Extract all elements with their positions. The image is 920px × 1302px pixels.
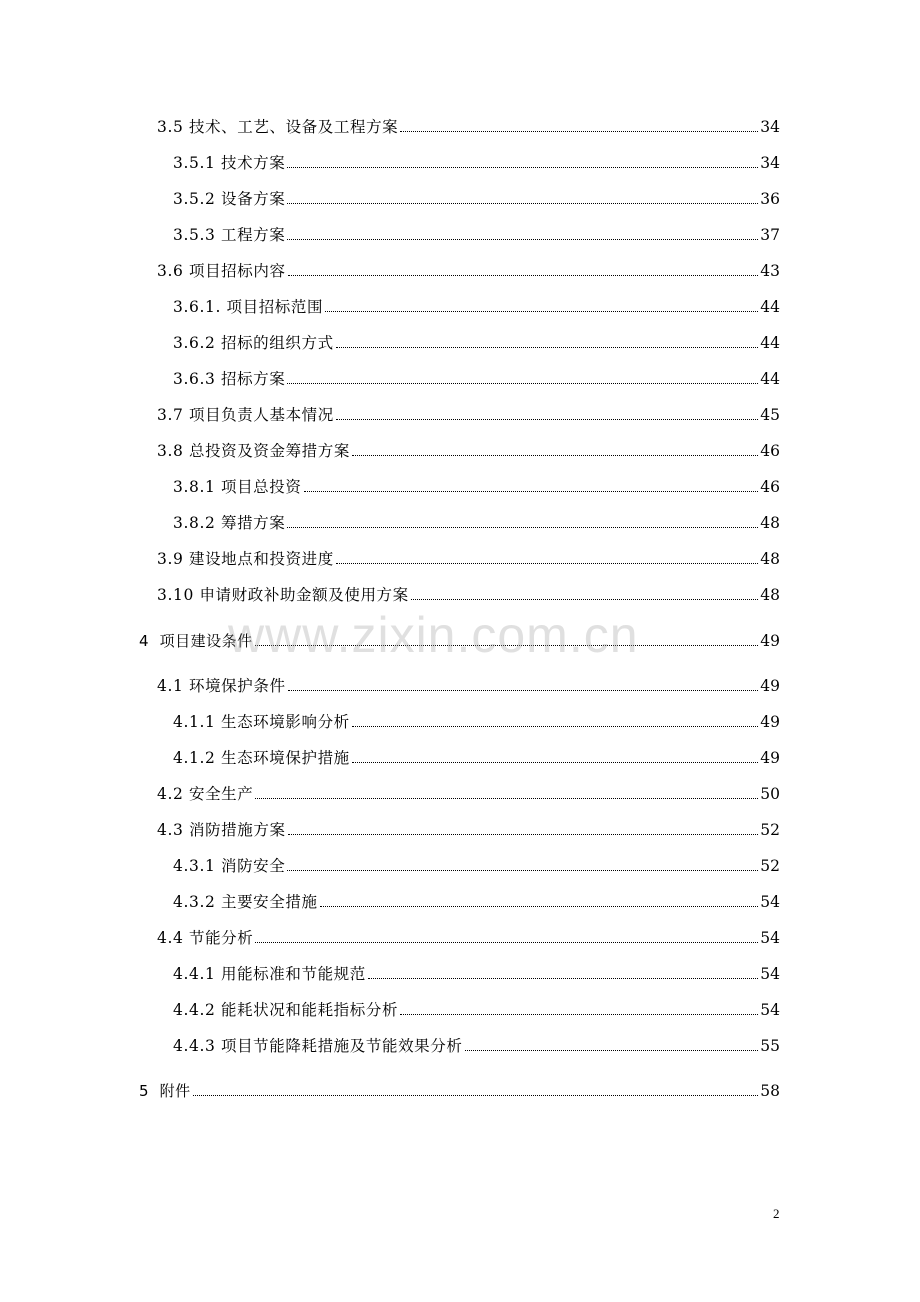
toc-entry-number: 4 <box>139 632 150 650</box>
toc-entry[interactable] <box>173 473 780 497</box>
toc-entry[interactable] <box>173 365 780 389</box>
dot-leader <box>325 311 758 312</box>
toc-entry[interactable] <box>173 221 780 245</box>
toc-entry-number: 3.5.2 <box>173 190 216 208</box>
dot-leader <box>352 762 758 763</box>
toc-entry-text: 筹措方案 <box>220 514 286 532</box>
toc-entry-text: 建设地点和投资进度 <box>188 550 334 568</box>
toc-entry-number: 3.5 <box>157 118 184 136</box>
toc-entry-title <box>139 631 253 651</box>
dot-leader <box>400 1014 758 1015</box>
toc-entry-title <box>157 585 409 605</box>
toc-entry[interactable] <box>173 293 780 317</box>
toc-entry-number: 3.8.1 <box>173 478 216 496</box>
toc-entry[interactable] <box>173 509 780 533</box>
toc-entry-page: 49 <box>760 713 780 731</box>
dot-leader <box>288 275 759 276</box>
toc-entry-page: 49 <box>760 749 780 767</box>
toc-entry-title <box>157 820 286 840</box>
toc-entry-page: 34 <box>760 118 780 136</box>
toc-entry-page: 44 <box>760 298 780 316</box>
toc-entry-title <box>173 712 350 732</box>
toc-entry-page: 36 <box>760 190 780 208</box>
toc-entry[interactable] <box>157 816 780 840</box>
dot-leader <box>336 563 758 564</box>
toc-entry-text: 项目节能降耗措施及节能效果分析 <box>220 1037 463 1055</box>
toc-entry-number: 3.6.2 <box>173 334 216 352</box>
dot-leader <box>400 131 758 132</box>
toc-entry-text: 消防措施方案 <box>188 821 286 839</box>
toc-entry-page: 46 <box>760 442 780 460</box>
toc-entry-text: 招标的组织方式 <box>220 334 334 352</box>
dot-leader <box>193 1095 759 1096</box>
toc-entry-title <box>173 297 323 317</box>
toc-entry-title <box>157 261 286 281</box>
toc-entry-number: 3.6.1. <box>173 298 221 316</box>
toc-entry-number: 3.5.1 <box>173 154 216 172</box>
toc-entry-page: 43 <box>760 262 780 280</box>
toc-entry[interactable] <box>173 708 780 732</box>
toc-entry-page: 48 <box>760 586 780 604</box>
dot-leader <box>287 383 758 384</box>
toc-entry-text: 附件 <box>159 1082 191 1100</box>
toc-entry-text: 总投资及资金筹措方案 <box>188 442 350 460</box>
dot-leader <box>336 347 759 348</box>
toc-entry-text: 技术方案 <box>220 154 286 172</box>
toc-entry[interactable] <box>157 545 780 569</box>
toc-entry-title <box>173 513 285 533</box>
toc-entry-text: 主要安全措施 <box>220 893 318 911</box>
toc-entry[interactable] <box>157 780 780 804</box>
toc-entry[interactable] <box>173 329 780 353</box>
toc-entry-text: 能耗状况和能耗指标分析 <box>220 1001 399 1019</box>
toc-entry-page: 55 <box>760 1037 780 1055</box>
toc-entry-text: 项目总投资 <box>220 478 302 496</box>
toc-entry-title <box>173 856 285 876</box>
toc-entry-text: 招标方案 <box>220 370 286 388</box>
toc-entry-title <box>173 477 302 497</box>
toc-entry[interactable] <box>157 401 780 425</box>
toc-entry-text: 安全生产 <box>188 785 254 803</box>
toc-entry-number: 3.10 <box>157 586 194 604</box>
toc-entry-text: 设备方案 <box>220 190 286 208</box>
toc-entry-text: 消防安全 <box>220 857 286 875</box>
toc-entry-number: 4.3 <box>157 821 184 839</box>
page-number: 2 <box>773 1206 780 1221</box>
watermark: www.zixin.com.cn <box>228 607 639 663</box>
toc-entry-number: 4.4.3 <box>173 1037 216 1055</box>
toc-entry-text: 技术、工艺、设备及工程方案 <box>188 118 399 136</box>
toc-entry-text: 工程方案 <box>220 226 286 244</box>
toc-entry-page: 50 <box>760 785 780 803</box>
toc-entry-page: 44 <box>760 334 780 352</box>
toc-entry-number: 4.3.2 <box>173 893 216 911</box>
toc-entry[interactable] <box>139 1077 780 1101</box>
toc-entry-number: 4.1.1 <box>173 713 216 731</box>
dot-leader <box>320 906 759 907</box>
toc-entry[interactable] <box>157 113 780 137</box>
toc-entry-page: 54 <box>760 929 780 947</box>
toc-entry-text: 项目招标范围 <box>226 298 324 316</box>
dot-leader <box>255 645 759 646</box>
toc-entry-title <box>157 549 334 569</box>
dot-leader <box>255 798 758 799</box>
toc-entry-page: 45 <box>760 406 780 424</box>
toc-entry-page: 52 <box>760 857 780 875</box>
toc-entry-number: 3.6 <box>157 262 184 280</box>
toc-entry-text: 环境保护条件 <box>188 677 286 695</box>
toc-entry-title <box>157 405 334 425</box>
toc-entry-page: 54 <box>760 1001 780 1019</box>
dot-leader <box>465 1050 759 1051</box>
toc-entry-page: 49 <box>760 677 780 695</box>
toc-entry-number: 5 <box>139 1082 150 1100</box>
toc-entry-number: 4.4.2 <box>173 1001 216 1019</box>
toc-entry-page: 34 <box>760 154 780 172</box>
toc-entry-text: 项目负责人基本情况 <box>188 406 334 424</box>
dot-leader <box>287 870 758 871</box>
toc-entry-title <box>157 928 253 948</box>
dot-leader <box>287 239 758 240</box>
toc-entry-page: 52 <box>760 821 780 839</box>
toc-entry-title <box>157 117 398 137</box>
dot-leader <box>336 419 758 420</box>
toc-entry-number: 4.2 <box>157 785 184 803</box>
toc-entry[interactable] <box>157 924 780 948</box>
toc-entry-page: 37 <box>760 226 780 244</box>
toc-entry-text: 项目建设条件 <box>159 632 253 650</box>
dot-leader <box>255 942 758 943</box>
toc-entry-title <box>173 1000 398 1020</box>
toc-entry[interactable] <box>139 627 780 651</box>
dot-leader <box>304 491 759 492</box>
toc-entry-number: 4.4 <box>157 929 184 947</box>
toc-entry-title <box>173 189 285 209</box>
toc-entry-title <box>173 964 366 984</box>
toc-entry-title <box>173 225 285 245</box>
toc-entry-text: 生态环境保护措施 <box>220 749 350 767</box>
toc-entry-title <box>173 748 350 768</box>
toc-entry-page: 48 <box>760 514 780 532</box>
toc-entry-page: 44 <box>760 370 780 388</box>
toc-entry-title <box>157 441 350 461</box>
toc-entry[interactable] <box>157 672 780 696</box>
toc-entry[interactable] <box>173 996 780 1020</box>
toc-entry-text: 生态环境影响分析 <box>220 713 350 731</box>
toc-entry-number: 3.6.3 <box>173 370 216 388</box>
toc-entry-number: 3.7 <box>157 406 184 424</box>
toc-entry[interactable] <box>157 581 780 605</box>
toc-entry-text: 节能分析 <box>188 929 254 947</box>
toc-entry-number: 4.1 <box>157 677 184 695</box>
dot-leader <box>411 599 759 600</box>
toc-entry-number: 4.4.1 <box>173 965 216 983</box>
toc-entry-page: 46 <box>760 478 780 496</box>
dot-leader <box>352 455 758 456</box>
toc-entry-number: 4.1.2 <box>173 749 216 767</box>
dot-leader <box>287 167 758 168</box>
toc-entry-text: 用能标准和节能规范 <box>220 965 366 983</box>
toc-entry-number: 3.5.3 <box>173 226 216 244</box>
toc-entry-page: 54 <box>760 965 780 983</box>
toc-entry[interactable] <box>173 1032 780 1056</box>
dot-leader <box>368 978 758 979</box>
toc-entry[interactable] <box>173 888 780 912</box>
toc-entry-title <box>173 369 285 389</box>
toc-entry-title <box>173 1036 463 1056</box>
toc-entry-text: 申请财政补助金额及使用方案 <box>199 586 409 604</box>
toc-entry-title <box>139 1081 191 1101</box>
dot-leader <box>352 726 758 727</box>
dot-leader <box>287 527 758 528</box>
toc-entry-page: 48 <box>760 550 780 568</box>
toc-entry-title <box>173 333 334 353</box>
toc-entry-number: 3.8 <box>157 442 184 460</box>
toc-entry-title <box>157 676 286 696</box>
toc-entry[interactable] <box>173 185 780 209</box>
toc-entry[interactable] <box>173 960 780 984</box>
toc-entry-number: 3.9 <box>157 550 184 568</box>
toc-entry[interactable] <box>173 852 780 876</box>
toc-entry-text: 项目招标内容 <box>188 262 286 280</box>
toc-entry[interactable] <box>173 149 780 173</box>
toc-entry-number: 4.3.1 <box>173 857 216 875</box>
dot-leader <box>288 690 759 691</box>
toc-entry[interactable] <box>173 744 780 768</box>
toc-entry-page: 49 <box>760 632 780 650</box>
toc-entry-title <box>173 153 285 173</box>
dot-leader <box>288 834 759 835</box>
toc-entry-page: 54 <box>760 893 780 911</box>
toc-entry-page: 58 <box>760 1082 780 1100</box>
toc-entry-title <box>173 892 318 912</box>
toc-entry-title <box>157 784 253 804</box>
toc-entry[interactable] <box>157 257 780 281</box>
toc-entry[interactable] <box>157 437 780 461</box>
toc-entry-number: 3.8.2 <box>173 514 216 532</box>
dot-leader <box>287 203 758 204</box>
